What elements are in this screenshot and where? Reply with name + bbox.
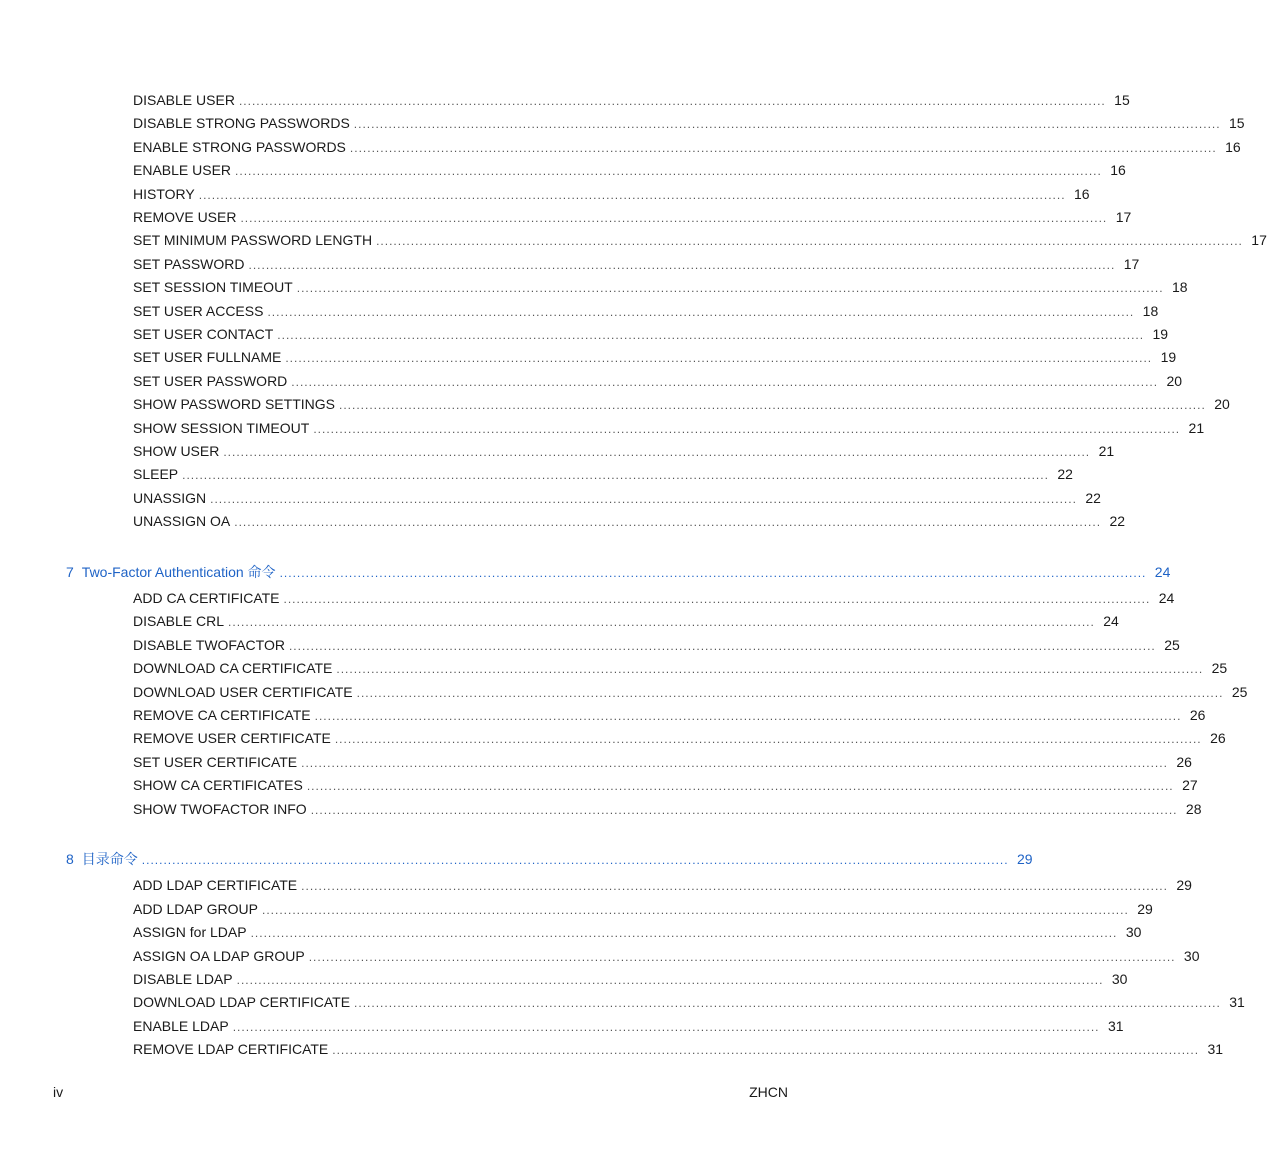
- toc-entry[interactable]: [133, 437, 1115, 459]
- dot-leader: ........................................................................................................................................................................................................: [223, 445, 1091, 459]
- toc-entry-page: 30: [1125, 924, 1142, 941]
- toc-entry[interactable]: [133, 1012, 1124, 1034]
- dot-leader: ........................................................................................................................................................................................................: [198, 187, 1066, 202]
- dot-leader: ........................................................................................................................................................................................................: [349, 140, 1217, 155]
- toc-entry[interactable]: [133, 507, 1126, 530]
- toc-entry[interactable]: [133, 654, 1228, 677]
- toc-entry[interactable]: [133, 678, 1248, 700]
- toc-entry[interactable]: [133, 226, 1267, 249]
- chapter-number: 8: [66, 851, 74, 867]
- toc-entry[interactable]: [133, 297, 1159, 319]
- toc-entry-page: 17: [1123, 255, 1140, 272]
- toc-entry-page: 24: [1154, 563, 1171, 580]
- toc-entry-page: 26: [1176, 753, 1192, 770]
- dot-leader: ........................................................................................................................................................................................................: [353, 117, 1221, 132]
- toc-chapter-entry[interactable]: [66, 558, 1171, 580]
- toc-entry-title: SET MINIMUM PASSWORD LENGTH: [133, 232, 373, 249]
- toc-entry[interactable]: [133, 460, 1073, 483]
- dot-leader: ........................................................................................................................................................................................................: [238, 94, 1106, 108]
- toc-entry-title: SET USER CONTACT: [133, 326, 274, 342]
- toc-entry-page: 25: [1211, 660, 1228, 677]
- toc-entry-title: DOWNLOAD LDAP CERTIFICATE: [133, 994, 351, 1011]
- toc-entry[interactable]: [133, 631, 1180, 653]
- dot-leader: ........................................................................................................................................................................................................: [313, 421, 1181, 436]
- toc-entry-page: 21: [1098, 443, 1115, 459]
- toc-entry-page: 16: [1110, 162, 1126, 179]
- toc-entry[interactable]: [133, 1035, 1224, 1058]
- dot-leader: ........................................................................................................................................................................................................: [306, 779, 1174, 794]
- dot-leader: ........................................................................................................................................................................................................: [232, 1019, 1100, 1034]
- toc-entry-title: SET USER FULLNAME: [133, 349, 282, 366]
- chapter-number: 7: [66, 563, 74, 580]
- dot-leader: ........................................................................................................................................................................................................: [285, 351, 1153, 366]
- toc-entry-page: 16: [1225, 138, 1241, 155]
- dot-leader: ........................................................................................................................................................................................................: [228, 615, 1095, 630]
- toc-entry-title: ASSIGN for LDAP: [133, 924, 247, 941]
- toc-entry[interactable]: [133, 320, 1169, 342]
- toc-chapter-entry[interactable]: [66, 845, 1033, 867]
- dot-leader: ........................................................................................................................................................................................................: [182, 468, 1049, 483]
- toc-entry-page: 20: [1166, 372, 1183, 389]
- toc-entry-title: DISABLE CRL: [133, 613, 225, 630]
- toc-entry[interactable]: [133, 895, 1153, 917]
- toc-entry-title: SHOW CA CERTIFICATES: [133, 777, 303, 794]
- toc-entry-page: 30: [1111, 971, 1128, 987]
- toc-entry-title: REMOVE USER CERTIFICATE: [133, 730, 331, 747]
- dot-leader: ........................................................................................................................................................................................................: [332, 1043, 1200, 1058]
- dot-leader: ........................................................................................................................................................................................................: [301, 755, 1168, 770]
- toc-entry-title: Two-Factor Authentication 命令: [81, 563, 276, 580]
- toc-entry-title: ADD LDAP CERTIFICATE: [133, 877, 298, 894]
- toc-entry[interactable]: [133, 156, 1126, 179]
- toc-entry[interactable]: [133, 871, 1192, 894]
- toc-entry[interactable]: [133, 607, 1119, 630]
- dot-leader: ........................................................................................................................................................................................................: [288, 638, 1156, 653]
- dot-leader: ........................................................................................................................................................................................................: [314, 709, 1182, 723]
- dot-leader: ........................................................................................................................................................................................................: [236, 973, 1104, 987]
- toc-entry-page: 29: [1137, 900, 1153, 917]
- dot-leader: ........................................................................................................................................................................................................: [334, 732, 1202, 747]
- toc-entry-title: HISTORY: [133, 185, 195, 202]
- toc-entry-page: 27: [1182, 777, 1198, 794]
- toc-entry-title: ADD LDAP GROUP: [133, 900, 258, 917]
- toc-entry-page: 25: [1231, 683, 1248, 700]
- toc-entry[interactable]: [133, 367, 1183, 389]
- toc-entry[interactable]: [133, 343, 1177, 366]
- toc-entry[interactable]: [133, 273, 1188, 296]
- dot-leader: ........................................................................................................................................................................................................: [210, 491, 1077, 506]
- page-number: iv: [53, 1084, 64, 1100]
- dot-leader: ........................................................................................................................................................................................................: [267, 304, 1135, 319]
- toc-entry-page: 26: [1210, 730, 1226, 747]
- toc-entry[interactable]: [133, 771, 1198, 794]
- toc-entry[interactable]: [133, 484, 1101, 506]
- toc-entry[interactable]: [133, 988, 1245, 1011]
- toc-entry-page: 26: [1189, 707, 1206, 723]
- toc-entry[interactable]: [133, 795, 1202, 817]
- language-code: ZHCN: [749, 1084, 788, 1100]
- toc-entry[interactable]: [133, 942, 1200, 964]
- toc-entry-page: 31: [1229, 994, 1245, 1011]
- toc-entry-page: 15: [1229, 115, 1245, 132]
- dot-leader: ........................................................................................................................................................................................................: [308, 949, 1176, 964]
- dot-leader: ........................................................................................................................................................................................................: [336, 662, 1204, 677]
- toc-entry-title: UNASSIGN OA: [133, 513, 231, 530]
- dot-leader: ........................................................................................................................................................................................................: [141, 853, 1009, 867]
- toc-entry-title: SET USER ACCESS: [133, 302, 264, 319]
- toc-entry[interactable]: [133, 918, 1142, 941]
- toc-entry-page: 21: [1188, 419, 1205, 436]
- toc-entry-title: SHOW SESSION TIMEOUT: [133, 419, 310, 436]
- toc-entry-title: SET PASSWORD: [133, 255, 245, 272]
- toc-entry-page: 31: [1207, 1041, 1224, 1058]
- toc-entry-title: REMOVE USER: [133, 209, 237, 225]
- toc-entry-page: 22: [1109, 513, 1126, 530]
- toc-entry[interactable]: [133, 390, 1230, 413]
- dot-leader: ........................................................................................................................................................................................................: [301, 879, 1168, 894]
- toc-entry-page: 22: [1085, 489, 1101, 506]
- toc-entry-page: 28: [1185, 800, 1202, 817]
- toc-entry-title: SHOW PASSWORD SETTINGS: [133, 396, 335, 413]
- toc-entry-title: ADD CA CERTIFICATE: [133, 590, 280, 606]
- toc-entry-page: 17: [1115, 209, 1132, 225]
- dot-leader: ........................................................................................................................................................................................................: [240, 211, 1108, 225]
- toc-entry[interactable]: [133, 724, 1226, 747]
- toc-entry-page: 31: [1107, 1017, 1124, 1034]
- toc-entry-title: REMOVE CA CERTIFICATE: [133, 707, 311, 723]
- toc-entry-title: SHOW TWOFACTOR INFO: [133, 800, 307, 817]
- toc-entry-title: DOWNLOAD CA CERTIFICATE: [133, 660, 333, 677]
- dot-leader: ........................................................................................................................................................................................................: [277, 328, 1145, 342]
- dot-leader: ........................................................................................................................................................................................................: [296, 281, 1164, 296]
- dot-leader: ........................................................................................................................................................................................................: [235, 164, 1102, 179]
- toc-entry-page: 24: [1103, 613, 1119, 630]
- toc-entry-page: 15: [1114, 92, 1130, 108]
- toc-entry-page: 25: [1164, 636, 1180, 653]
- toc-entry-page: 24: [1158, 590, 1175, 606]
- toc-entry-title: UNASSIGN: [133, 489, 207, 506]
- toc-entry[interactable]: [133, 965, 1128, 987]
- toc-entry-title: SET SESSION TIMEOUT: [133, 279, 293, 296]
- toc-entry[interactable]: [133, 180, 1090, 202]
- toc-entry-title: DISABLE TWOFACTOR: [133, 636, 285, 653]
- toc-entry-title: REMOVE LDAP CERTIFICATE: [133, 1041, 329, 1058]
- toc-entry-page: 22: [1057, 466, 1073, 483]
- dot-leader: ........................................................................................................................................................................................................: [354, 996, 1221, 1011]
- toc-entry-title: ASSIGN OA LDAP GROUP: [133, 947, 305, 964]
- toc-entry-page: 18: [1142, 302, 1159, 319]
- dot-leader: ........................................................................................................................................................................................................: [291, 374, 1159, 389]
- toc-entry-page: 19: [1152, 326, 1169, 342]
- toc-entry-page: 30: [1183, 947, 1200, 964]
- toc-entry-title: DOWNLOAD USER CERTIFICATE: [133, 683, 353, 700]
- dot-leader: ........................................................................................................................................................................................................: [376, 234, 1243, 249]
- toc-entry-title: 目录命令: [81, 851, 138, 867]
- toc-entry[interactable]: [133, 414, 1205, 436]
- toc-entry-page: 29: [1017, 851, 1033, 867]
- toc-entry-page: 18: [1171, 279, 1188, 296]
- toc-entry-title: SLEEP: [133, 466, 179, 483]
- toc-entry[interactable]: [133, 584, 1175, 606]
- dot-leader: ........................................................................................................................................................................................................: [248, 257, 1116, 272]
- toc-entry-page: 17: [1251, 232, 1267, 249]
- dot-leader: ........................................................................................................................................................................................................: [310, 802, 1178, 817]
- toc-entry[interactable]: [133, 133, 1241, 155]
- toc-entry-page: 29: [1176, 877, 1192, 894]
- toc-entry-title: ENABLE USER: [133, 162, 232, 179]
- toc-entry[interactable]: [133, 86, 1130, 108]
- toc-entry-page: 16: [1073, 185, 1090, 202]
- toc-entry[interactable]: [133, 250, 1140, 272]
- toc-entry[interactable]: [133, 109, 1245, 132]
- dot-leader: ........................................................................................................................................................................................................: [262, 902, 1129, 917]
- dot-leader: ........................................................................................................................................................................................................: [279, 565, 1147, 580]
- toc-entry-page: 20: [1214, 396, 1230, 413]
- toc-entry-title: SET USER CERTIFICATE: [133, 753, 298, 770]
- toc-entry-title: DISABLE USER: [133, 92, 235, 108]
- toc-entry-title: ENABLE LDAP: [133, 1017, 229, 1034]
- dot-leader: ........................................................................................................................................................................................................: [283, 592, 1151, 606]
- toc-entry-page: 19: [1160, 349, 1177, 366]
- dot-leader: ........................................................................................................................................................................................................: [338, 398, 1206, 413]
- dot-leader: ........................................................................................................................................................................................................: [250, 926, 1118, 941]
- toc-entry-title: ENABLE STRONG PASSWORDS: [133, 138, 346, 155]
- toc-entry-title: DISABLE STRONG PASSWORDS: [133, 115, 350, 132]
- toc-entry[interactable]: [133, 701, 1206, 723]
- toc-entry-title: SET USER PASSWORD: [133, 372, 288, 389]
- toc-entry-title: SHOW USER: [133, 443, 220, 459]
- dot-leader: ........................................................................................................................................................................................................: [234, 515, 1102, 530]
- toc-entry[interactable]: [133, 748, 1192, 770]
- dot-leader: ........................................................................................................................................................................................................: [356, 685, 1224, 700]
- toc-entry[interactable]: [133, 203, 1132, 225]
- toc-entry-title: DISABLE LDAP: [133, 971, 233, 987]
